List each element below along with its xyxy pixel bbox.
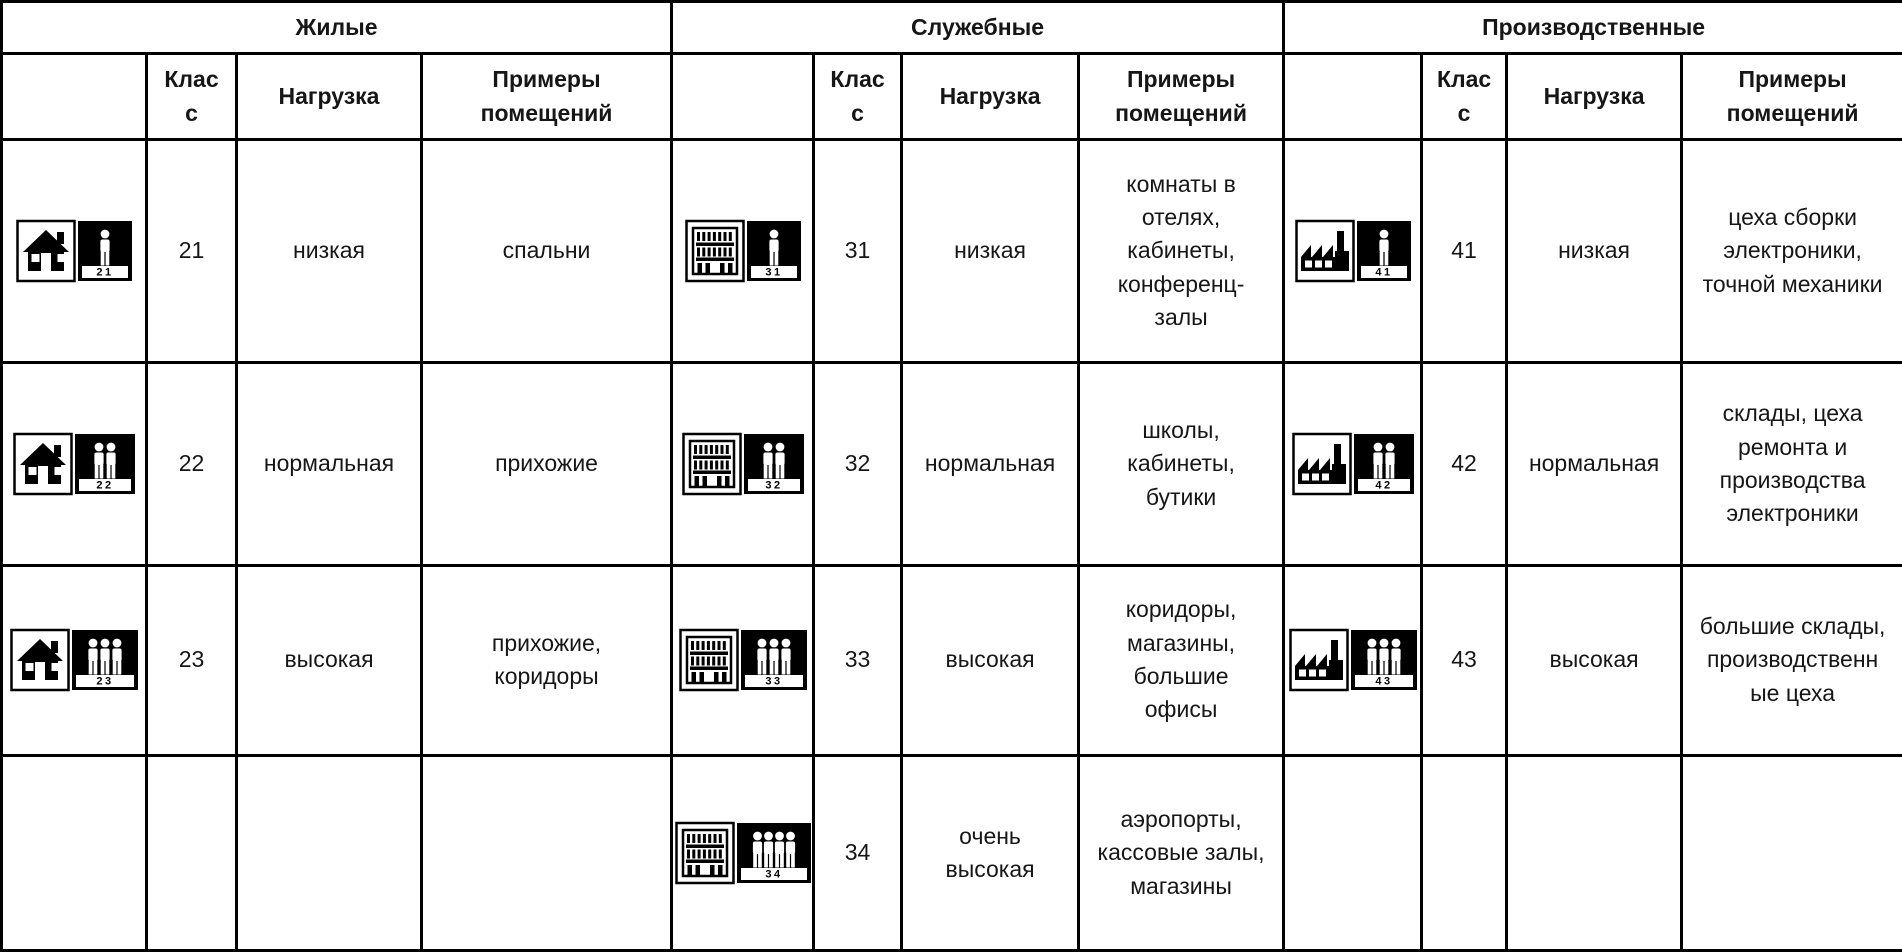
cell-load [1507, 755, 1682, 950]
group-title-service: Служебные [672, 2, 1284, 54]
cell-load: нормальная [902, 363, 1079, 565]
cell-examples: школы, кабинеты, бутики [1079, 363, 1284, 565]
cell-examples: прихожие [422, 363, 672, 565]
occupancy-level-icon [744, 432, 804, 496]
load-class-pictogram [3, 628, 145, 692]
cell-examples: большие склады, производственные цеха [1682, 565, 1902, 755]
cell-examples: коридоры, магазины, большие офисы [1079, 565, 1284, 755]
class-number-badge: 31 [764, 266, 783, 279]
cell-class [1422, 755, 1507, 950]
icon-cell [2, 139, 147, 362]
cell-examples: спальни [422, 139, 672, 362]
cell-class: 34 [814, 755, 902, 950]
load-class-pictogram [1285, 219, 1420, 283]
load-class-pictogram [673, 219, 812, 283]
house-icon [13, 432, 73, 496]
icon-cell [1284, 755, 1422, 950]
header-examples: Примеры помещений [422, 54, 672, 140]
group-title-row [2, 2, 1902, 54]
icon-cell [1284, 363, 1422, 565]
table-row [2, 139, 1902, 362]
icon-cell [1284, 139, 1422, 362]
header-load: Нагрузка [1507, 54, 1682, 140]
table-row [2, 565, 1902, 755]
cell-examples: аэропорты, кассовые залы, магазины [1079, 755, 1284, 950]
icon-cell [672, 755, 814, 950]
icon-cell [672, 565, 814, 755]
icon-header-cell [2, 54, 147, 140]
factory-icon [1292, 432, 1352, 496]
cell-class: 21 [147, 139, 237, 362]
cell-load: высокая [902, 565, 1079, 755]
table-row [2, 363, 1902, 565]
occupancy-level-icon [1357, 219, 1411, 283]
cell-examples: цеха сборки электроники, точной механики [1682, 139, 1902, 362]
header-class: Класс [814, 54, 902, 140]
class-number-badge: 34 [764, 868, 783, 881]
icon-cell [2, 755, 147, 950]
header-examples: Примеры помещений [1682, 54, 1902, 140]
icon-cell [2, 565, 147, 755]
cell-class: 41 [1422, 139, 1507, 362]
icon-header-cell [1284, 54, 1422, 140]
cell-load: очень высокая [902, 755, 1079, 950]
load-class-pictogram [3, 432, 145, 496]
occupancy-level-icon [1351, 628, 1417, 692]
class-number-badge: 21 [96, 266, 114, 279]
group-title-industrial: Производственные [1284, 2, 1902, 54]
header-load: Нагрузка [902, 54, 1079, 140]
cell-class: 42 [1422, 363, 1507, 565]
class-number-badge: 42 [1374, 479, 1393, 492]
cell-load: нормальная [1507, 363, 1682, 565]
cell-load: низкая [902, 139, 1079, 362]
class-number-badge: 41 [1374, 266, 1393, 279]
house-icon [16, 219, 76, 283]
cell-examples: склады, цеха ремонта и производства электроники [1682, 363, 1902, 565]
cell-examples: прихожие, коридоры [422, 565, 672, 755]
occupancy-level-icon [737, 821, 811, 885]
load-class-pictogram [1285, 628, 1420, 692]
header-load: Нагрузка [237, 54, 422, 140]
office-icon [685, 219, 745, 283]
cell-examples [422, 755, 672, 950]
load-class-pictogram [673, 628, 812, 692]
class-number-badge: 33 [764, 675, 783, 688]
cell-class [147, 755, 237, 950]
cell-class: 33 [814, 565, 902, 755]
office-icon [679, 628, 739, 692]
cell-load: высокая [1507, 565, 1682, 755]
office-icon [682, 432, 742, 496]
occupancy-level-icon [747, 219, 801, 283]
header-class: Класс [1422, 54, 1507, 140]
cell-class: 22 [147, 363, 237, 565]
cell-class: 23 [147, 565, 237, 755]
factory-icon [1289, 628, 1349, 692]
header-examples: Примеры помещений [1079, 54, 1284, 140]
icon-cell [672, 139, 814, 362]
icon-cell [1284, 565, 1422, 755]
cell-examples [1682, 755, 1902, 950]
class-number-badge: 32 [764, 479, 783, 492]
class-number-badge: 22 [96, 479, 114, 492]
factory-icon [1295, 219, 1355, 283]
cell-class: 43 [1422, 565, 1507, 755]
cell-load: низкая [237, 139, 422, 362]
cell-load: нормальная [237, 363, 422, 565]
icon-cell [2, 363, 147, 565]
icon-header-cell [672, 54, 814, 140]
cell-load: низкая [1507, 139, 1682, 362]
house-icon [10, 628, 70, 692]
occupancy-level-icon [72, 628, 138, 692]
load-class-pictogram [673, 821, 812, 885]
occupancy-level-icon [741, 628, 807, 692]
cell-class: 31 [814, 139, 902, 362]
icon-cell [672, 363, 814, 565]
class-number-badge: 43 [1374, 675, 1393, 688]
cell-class: 32 [814, 363, 902, 565]
occupancy-level-icon [75, 432, 135, 496]
occupancy-level-icon [78, 219, 132, 283]
load-class-pictogram [3, 219, 145, 283]
group-title-residential: Жилые [2, 2, 672, 54]
column-header-row [2, 54, 1902, 140]
class-number-badge: 23 [96, 675, 114, 688]
office-icon [675, 821, 735, 885]
cell-examples: комнаты в отелях, кабинеты, конференц-залы [1079, 139, 1284, 362]
cell-load: высокая [237, 565, 422, 755]
occupancy-level-icon [1354, 432, 1414, 496]
table-row [2, 755, 1902, 950]
header-class: Класс [147, 54, 237, 140]
load-class-pictogram [1285, 432, 1420, 496]
load-class-pictogram [673, 432, 812, 496]
cell-load [237, 755, 422, 950]
